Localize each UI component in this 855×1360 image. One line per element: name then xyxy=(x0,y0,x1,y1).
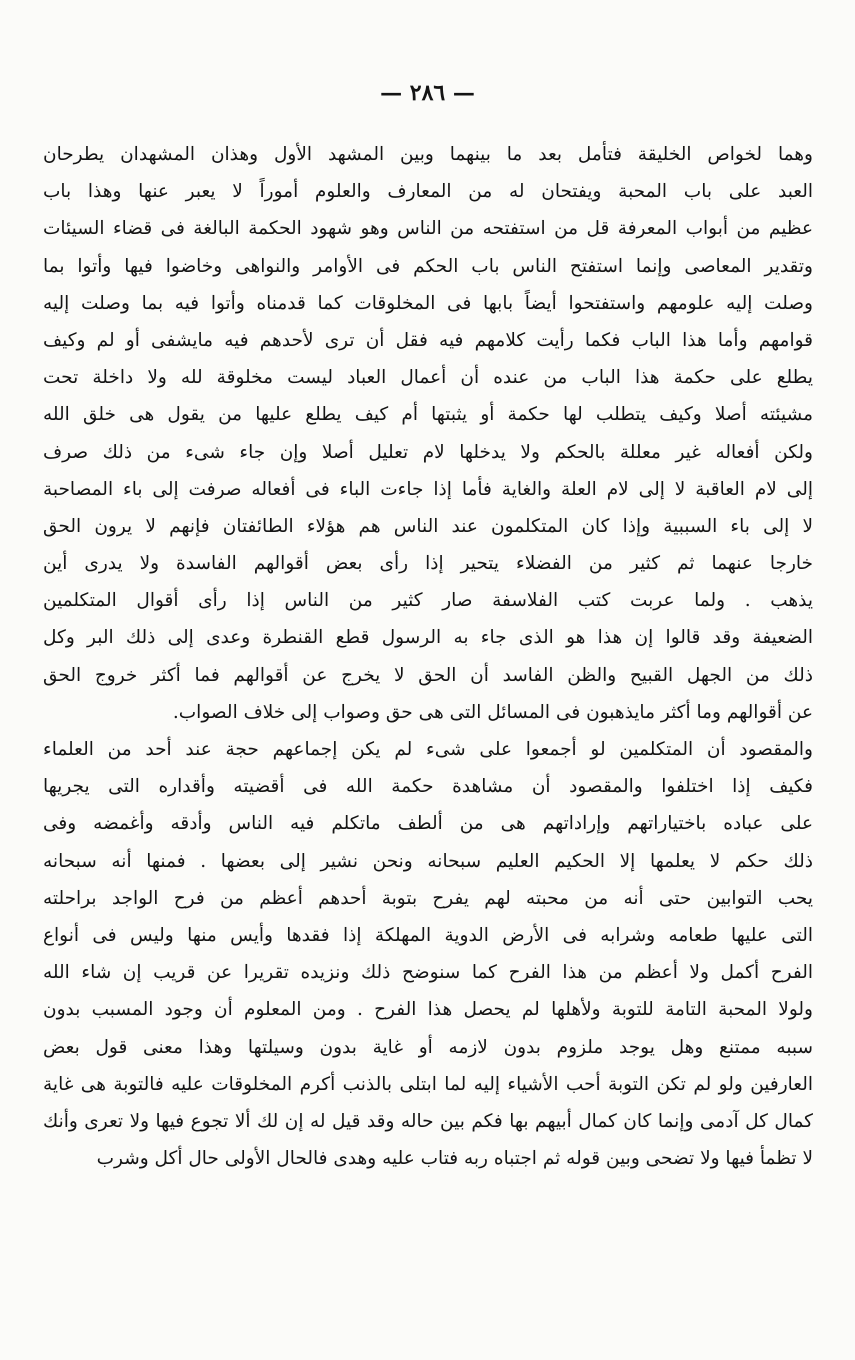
text-line: فكيف إذا اختلفوا والمقصود أن مشاهدة حكمة الله فى أقضيته وأقداره التى يجريها xyxy=(43,776,813,798)
text-line: يذهب . ولما عربت كتب الفلاسفة صار كثير من الناس إذا رأى أقوال المتكلمين xyxy=(43,590,813,612)
text-line: ذلك من الجهل القبيح والظن الفاسد أن الحق لا يخرج عن أقوالهم فما أكثر خروج الحق xyxy=(43,664,813,686)
text-line: التى عليها طعامه وشرابه فى الأرض الدوية المهلكة إذا فقدها وأيس منها وليس فى أنواع xyxy=(43,924,813,946)
text-line: وصلت إليه علومهم واستفتحوا أيضاً بابها فى المخلوقات كما قدمناه وأتوا فيه بما وصلت إليه xyxy=(43,292,813,314)
text-line: مشيئته أصلا وكيف يتطلب لها حكمة أو يثبتها أم كيف يطلع عليها من يقول هى خلق الله xyxy=(43,404,813,426)
text-line: لا إلى باء السببية وإذا كان المتكلمون عند الناس هم هؤلاء الطائفتان فإنهم لا يرون الحق xyxy=(43,515,813,537)
text-line: والمقصود أن المتكلمين لو أجمعوا على شىء لم يكن إجماعهم حجة عند أحد من العلماء xyxy=(43,739,813,760)
text-line: وتقدير المعاصى وإنما استفتح الناس باب الحكم فى الأوامر والنواهى وخاضوا فيها وأتوا بما xyxy=(43,255,813,277)
text-line: كمال كل آدمى وإنما كان كمال أبيهم بها فكم بين حاله وقد قيل له إن لك ألا تجوع فيها ولا تعرى وأنك xyxy=(43,1110,813,1132)
text-line: ولولا المحبة التامة للتوبة ولأهلها لم يحصل هذا الفرح . ومن المعلوم أن وجود المسبب بدون xyxy=(43,999,813,1021)
text-line: ذلك حكم لا يعلمها إلا الحكيم العليم سبحانه ونحن نشير إلى بعضها . فمنها أنه سبحانه xyxy=(43,850,813,872)
text-line: سببه ممتنع وهل يوجد ملزوم بدون لازمه أو غاية بدون وسيلتها وهذا معنى قول بعض xyxy=(43,1036,813,1058)
text-line: وهما لخواص الخليقة فتأمل بعد ما بينهما وبين المشهد الأول وهذان المشهدان يطرحان xyxy=(43,144,813,165)
text-line: العارفين ولو لم تكن التوبة أحب الأشياء إليه لما ابتلى بالذنب أكرم المخلوقات عليه فالتوبة هى غاية xyxy=(43,1073,813,1095)
text-line: عن أقوالهم وما أكثر مايذهبون فى المسائل التى هى حق وصواب إلى خلاف الصواب. xyxy=(172,701,813,723)
body-text xyxy=(43,136,813,1177)
text-line: الفرح أكمل ولا أعظم من هذا الفرح كما سنوضح ذلك ونزيده تقريرا عن قريب إن شاء الله xyxy=(43,962,813,984)
text-line: قوامهم وأما هذا الباب فكما رأيت كلامهم فيه فقل أن ترى لأحدهم فيه مايشفى أو لم وكيف xyxy=(43,329,813,351)
text-line: الضعيفة وقد قالوا إن هذا هو الذى جاء به الرسول قطع القنطرة وعدى إلى ذلك البر وكل xyxy=(43,627,813,649)
text-line: ولكن أفعاله غير معللة بالحكم ولا يدخلها لام تعليل أصلا وإن جاء شىء من ذلك صرف xyxy=(43,441,813,463)
text-line: عظيم من أبواب المعرفة قل من استفتحه من الناس وهو شهود الحكمة البالغة فى قضاء السيئات xyxy=(43,218,813,240)
text-line: على عباده باختياراتهم وإراداتهم هى من ألطف ماتكلم فيه الناس وأدقه وأغمضه وفى xyxy=(43,813,813,835)
text-line: يطلع على حكمة هذا الباب من عنده أن أعمال العباد ليست مخلوقة لله ولا داخلة تحت xyxy=(43,367,813,389)
text-line: إلى لام العاقبة لا إلى لام العلة والغاية فأما إذا جاءت الباء فى أفعاله صرفت إلى باء المصاحبة xyxy=(43,478,813,500)
text-line: يحب التوابين حتى أنه من محبته لهم يفرح بتوبة أحدهم أعظم من فرح الواجد براحلته xyxy=(43,887,813,909)
text-line: خارجا عنهما ثم كثير من الفضلاء يتحير إذا رأى بعض أقوالهم الفاسدة ولا يدرى أين xyxy=(43,553,813,575)
text-line: العبد على باب المحبة ويفتحان له من المعارف والعلوم أموراً لا يعبر عنها وهذا باب xyxy=(43,181,813,203)
text-line: لا تظمأ فيها ولا تضحى وبين قوله ثم اجتباه ربه فتاب عليه وهدى فالحال الأولى حال أكل وشرب xyxy=(96,1148,813,1170)
page-number: — ٢٨٦ — xyxy=(380,80,475,106)
